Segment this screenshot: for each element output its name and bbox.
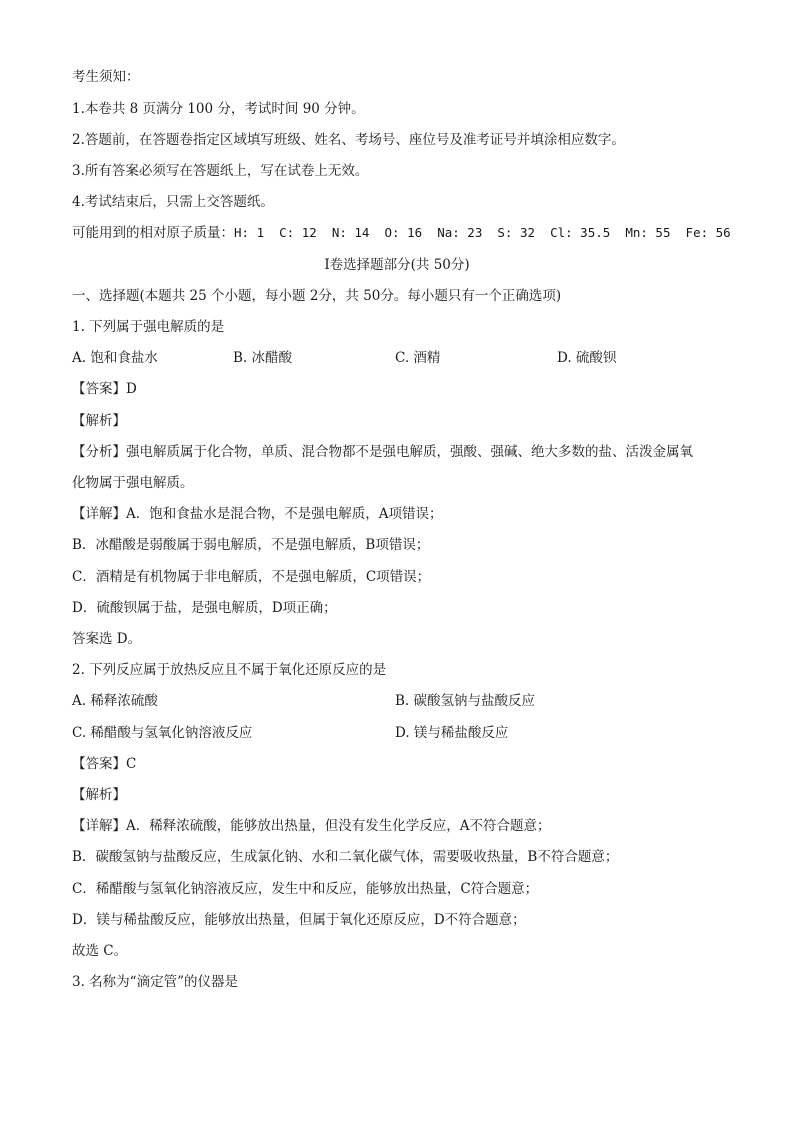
notice-heading: 考生须知： xyxy=(72,69,140,85)
q3-stem: 3. 名称为“滴定管”的仪器是 xyxy=(72,974,238,990)
q1-detail-line-3: C．酒精是有机物属于非电解质，不是强电解质，C项错误； xyxy=(72,569,431,585)
q1-answer-label: 【答案】 xyxy=(72,381,126,397)
q2-option-c: C. 稀醋酸与氢氧化钠溶液反应 xyxy=(72,725,253,741)
q1-analysis-line-1: 【分析】强电解质属于化合物，单质、混合物都不是强电解质，强酸、强碱、绝大多数的盐、活泼金属氧 xyxy=(72,444,693,460)
q1-detail-line-4: D．硫酸钡属于盐，是强电解质，D项正确； xyxy=(72,600,337,616)
q2-detail-line-3: C．稀醋酸与氢氧化钠溶液反应，发生中和反应，能够放出热量，C符合题意； xyxy=(72,881,539,897)
q2-option-b: B. 碳酸氢钠与盐酸反应 xyxy=(395,693,536,709)
q2-answer xyxy=(72,755,136,773)
q2-answer-value: C xyxy=(126,756,137,772)
q1-detail-line-1: 【详解】A．饱和食盐水是混合物，不是强电解质，A项错误； xyxy=(72,506,443,522)
q1-option-c: C. 酒精 xyxy=(395,350,441,366)
notice-item-4: 4.考试结束后，只需上交答题纸。 xyxy=(72,194,274,210)
q1-analysis-label: 【解析】 xyxy=(72,413,126,429)
q2-conclusion: 故选 C。 xyxy=(72,943,128,959)
q2-detail-line-1: 【详解】A．稀释浓硫酸，能够放出热量，但没有发生化学反应，A不符合题意； xyxy=(72,818,551,834)
notice-item-3: 3.所有答案必须写在答题纸上，写在试卷上无效。 xyxy=(72,163,369,179)
q2-option-a: A. 稀释浓硫酸 xyxy=(72,693,158,709)
notice-item-2: 2.答题前，在答题卷指定区域填写班级、姓名、考场号、座位号及准考证号并填涂相应数字。 xyxy=(72,132,625,148)
q2-option-d: D. 镁与稀盐酸反应 xyxy=(395,725,509,741)
q1-option-a: A. 饱和食盐水 xyxy=(72,350,158,366)
atomic-masses-values: H: 1 C: 12 N: 14 O: 16 Na: 23 S: 32 Cl: 35.5 Mn: 55 Fe: 56 xyxy=(234,225,731,240)
q2-detail-line-2: B．碳酸氢钠与盐酸反应，生成氯化钠、水和二氧化碳气体，需要吸收热量，B不符合题意； xyxy=(72,849,619,865)
q1-option-d: D. 硫酸钡 xyxy=(557,350,617,366)
section-title: Ⅰ卷选择题部分(共 50分) xyxy=(324,257,470,273)
q1-stem: 1. 下列属于强电解质的是 xyxy=(72,319,225,335)
q1-conclusion: 答案选 D。 xyxy=(72,631,142,647)
q2-answer-label: 【答案】 xyxy=(72,756,126,772)
part-intro: 一、选择题(本题共 25 个小题，每小题 2分，共 50分。每小题只有一个正确选项) xyxy=(72,288,562,304)
q2-detail-line-4: D．镁与稀盐酸反应，能够放出热量，但属于氧化还原反应，D不符合题意； xyxy=(72,912,526,928)
q2-stem: 2. 下列反应属于放热反应且不属于氧化还原反应的是 xyxy=(72,662,387,678)
q1-analysis-line-2: 化物属于强电解质。 xyxy=(72,475,194,491)
atomic-masses xyxy=(72,224,731,242)
atomic-masses-label: 可能用到的相对原子质量： xyxy=(72,225,234,241)
q2-analysis-label: 【解析】 xyxy=(72,787,126,803)
q1-option-b: B. 冰醋酸 xyxy=(233,350,293,366)
q1-detail-line-2: B．冰醋酸是弱酸属于弱电解质，不是强电解质，B项错误； xyxy=(72,537,430,553)
q1-answer-value: D xyxy=(126,381,137,397)
notice-item-1: 1.本卷共 8 页满分 100 分，考试时间 90 分钟。 xyxy=(72,101,365,117)
q1-answer xyxy=(72,380,137,398)
